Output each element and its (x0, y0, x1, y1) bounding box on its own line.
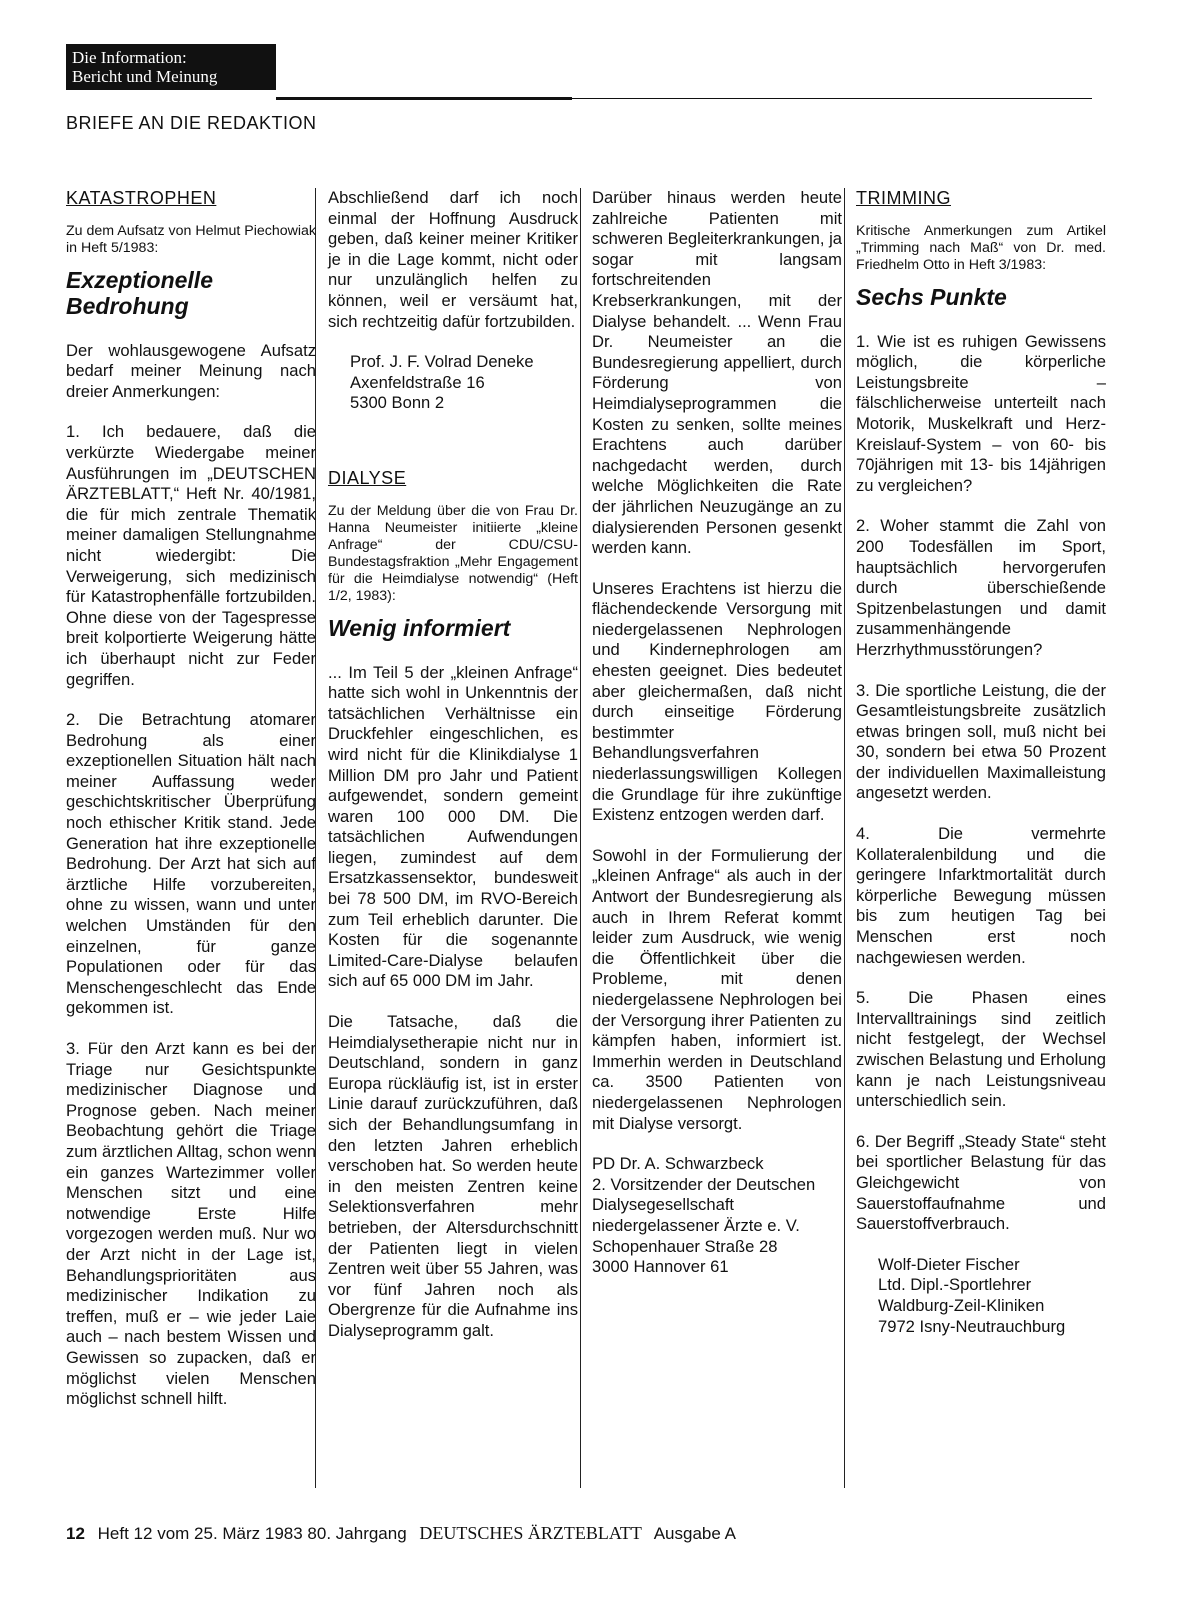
letter-paragraph: Unseres Erachtens ist hierzu die flächendeckende Versorgung mit niedergelassenen Nephrologen und Kindernephrologen am ehesten geeignet. Dies bedeutet aber gleichermaßen, daß nicht durch einseitige Förderung bestimmter Behandlungsverfahren niederlassungswilligen Kollegen die Grundlage für ihre zukünftige Existenz entzogen werden darf. (592, 578, 842, 825)
letter-signature (592, 1154, 842, 1278)
signature-line: 5300 Bonn 2 (350, 393, 445, 413)
column-divider (580, 188, 581, 1488)
column-3 (592, 188, 842, 1298)
letter-headline: Wenig informiert (328, 614, 511, 641)
section-label-line1: Die Information: (72, 48, 187, 67)
letter-intro: Zu der Meldung über die von Frau Dr. Hanna Neumeister initiierte „kleine Anfrage“ der CDU/CSU-Bundestagsfraktion „Mehr Engagement für die Heimdialyse notwendig“ (Heft 1/2, 1983): (328, 502, 578, 604)
letter-paragraph: Der wohlausgewogene Aufsatz bedarf meiner Meinung nach dreier Anmerkungen: (66, 340, 316, 401)
header-rule-thin (572, 98, 1092, 99)
page-number: 12 (66, 1524, 85, 1543)
letter-paragraph: 1. Ich bedauere, daß die verkürzte Wiedergabe meiner Ausführungen im „DEUTSCHEN ÄRZTEBLATT,“ Heft Nr. 40/1981, die für mich zentrale Thematik meiner damaligen Stellungnahme nicht wiedergibt: Die Verweigerung, sich medizinisch für Katastrophenfälle fortzubilden. Ohne diese von der Tagespresse breit kolportierte Weigerung hätte ich überhaupt nicht zur Feder gegriffen. (66, 422, 316, 689)
signature-line: Wolf-Dieter Fischer (878, 1254, 1020, 1274)
letter-signature (856, 1255, 1106, 1337)
header-rule-thick (276, 97, 572, 100)
letter-paragraph: 2. Die Betrachtung atomarer Bedrohung als einer exzeptionellen Situation hält nach meiner Auffassung weder geschichtskritischer Überprüfung noch ethischer Kritik stand. Jede Generation hat ihre exzeptionelle Bedrohung. Der Arzt hat sich auf ärztliche Hilfe vorzubereiten, ohne zu wissen, wann und unter welchen Umständen für den einzelnen, für ganze Populationen oder für das Menschengeschlecht das Ende gekommen ist. (66, 710, 316, 1018)
letter-headline: Sechs Punkte (856, 283, 1007, 310)
column-divider (844, 188, 845, 1488)
letter-signature (328, 352, 578, 414)
section-title: BRIEFE AN DIE REDAKTION (66, 113, 317, 133)
letter-intro: Zu dem Aufsatz von Helmut Piechowiak in Heft 5/1983: (66, 222, 316, 256)
signature-line: Axenfeldstraße 16 (350, 372, 485, 392)
signature-line: Prof. J. F. Volrad Deneke (350, 352, 534, 372)
signature-line: Waldburg-Zeil-Kliniken (878, 1295, 1045, 1315)
signature-line: 3000 Hannover 61 (592, 1257, 729, 1277)
section-label-line2: Bericht und Meinung (72, 67, 218, 86)
rubric-dialyse: DIALYSE (328, 467, 407, 488)
letter-paragraph: Darüber hinaus werden heute zahlreiche Patienten mit schweren Begleiterkrankungen, ja sogar mit langsam fortschreitenden Krebserkrankungen, mit der Dialyse behandelt. ... Wenn Frau Dr. Neumeister an die Bundesregierung appelliert, durch Förderung von Heimdialyseprogrammen die Kosten zu senken, sollte meines Erachtens auch darüber nachgedacht werden, durch welche Möglichkeiten die Rate der jährlichen Neuzugänge an zu dialysierenden Personen gesenkt werden kann. (592, 188, 842, 558)
publication-name: DEUTSCHES ÄRZTEBLATT (419, 1523, 642, 1543)
letter-paragraph: 5. Die Phasen eines Intervalltrainings sind zeitlich nicht festgelegt, der Wechsel zwischen Belastung und Erholung kann je nach Leistungsniveau unterschiedlich sein. (856, 988, 1106, 1111)
signature-line: Schopenhauer Straße 28 (592, 1236, 778, 1256)
column-1 (66, 188, 316, 1430)
signature-line: 7972 Isny-Neutrauchburg (878, 1316, 1066, 1336)
letter-paragraph: 1. Wie ist es ruhigen Gewissens möglich, die körperliche Leistungsbreite – fälschlicherweise unterteilt nach Motorik, Muskelkraft und Herz-Kreislauf-System – von 60- bis 70jährigen mit 13- bis 14jährigen zu vergleichen? (856, 331, 1106, 495)
letter-paragraph: 4. Die vermehrte Kollateralenbildung und die geringere Infarktmortalität durch körperliche Bewegung müssen bis zum heutigen Tag bei Menschen erst noch nachgewiesen werden. (856, 824, 1106, 967)
letter-paragraph: 2. Woher stammt die Zahl von 200 Todesfällen im Sport, hauptsächlich hervorgerufen durch überschießende Spitzenbelastungen und damit zusammenhängende Herzrhythmusstörungen? (856, 516, 1106, 659)
rubric-katastrophen: KATASTROPHEN (66, 188, 217, 208)
rubric-trimming: TRIMMING (856, 188, 951, 208)
letter-paragraph: 6. Der Begriff „Steady State“ steht bei sportlicher Belastung für das Gleichgewicht von Sauerstoffaufnahme und Sauerstoffverbrauch. (856, 1131, 1106, 1234)
issue-info: Heft 12 vom 25. März 1983 80. Jahrgang (97, 1524, 407, 1543)
column-4 (856, 188, 1106, 1357)
letter-paragraph: Abschließend darf ich noch einmal der Hoffnung Ausdruck geben, daß keiner meiner Kritiker je in die Lage kommt, nicht oder nur unzulänglich helfen zu können, weil er versäumt hat, sich rechtzeitig dafür fortzubilden. (328, 188, 578, 331)
page-footer (66, 1523, 736, 1544)
edition-label: Ausgabe A (653, 1524, 736, 1543)
letter-headline: Exzeptionelle Bedrohung (66, 266, 213, 319)
signature-line: 2. Vorsitzender der Deutschen Dialysegesellschaft niedergelassener Ärzte e. V. (592, 1174, 816, 1235)
signature-line: Ltd. Dipl.-Sportlehrer (878, 1275, 1032, 1295)
column-2 (328, 188, 578, 1362)
letter-paragraph: 3. Die sportliche Leistung, die der Gesamtleistungsbreite zusätzlich etwas bringen soll, muß nicht bei 30, sondern bei etwa 50 Prozent der individuellen Maximalleistung angesetzt werden. (856, 680, 1106, 803)
letter-paragraph: 3. Für den Arzt kann es bei der Triage nur Gesichtspunkte medizinischer Diagnose und Prognose geben. Nach meiner Beobachtung gehört die Triage zum ärztlichen Alltag, schon wenn ein ganzes Wartezimmer voller Menschen sitzt und eine notwendige Erste Hilfe vorgezogen werden muß. Nur wo der Arzt nicht in der Lage ist, Behandlungsprioritäten aus medizinischer Indikation zu treffen, muß er – wie jeder Laie auch – nach bestem Wissen und Gewissen so zupacken, daß er möglichst vielen Menschen möglichst schnell hilft. (66, 1039, 316, 1409)
section-label-box (66, 44, 276, 90)
signature-line: PD Dr. A. Schwarzbeck (592, 1154, 764, 1174)
letter-paragraph: Sowohl in der Formulierung der „kleinen Anfrage“ als auch in der Antwort der Bundesregierung als auch in Ihrem Referat kommt leider zum Ausdruck, wie wenig die Öffentlichkeit über die Probleme, mit denen niedergelassene Nephrologen bei der Versorgung ihrer Patienten zu kämpfen haben, informiert ist. Immerhin werden in Deutschland ca. 3500 Patienten von niedergelassenen Nephrologen mit Dialyse versorgt. (592, 845, 842, 1133)
letter-paragraph: Die Tatsache, daß die Heimdialysetherapie nicht nur in Deutschland, sondern in ganz Europa rückläufig ist, ist in erster Linie darauf zurückzuführen, daß sich der Behandlungsumfang in den letzten Jahren erheblich verschoben hat. So werden heute in den meisten Zentren keine Selektionsverfahren mehr betrieben, der Altersdurchschnitt der Patienten liegt in vielen Zentren weit über 55 Jahren, was vor fünf Jahren noch als Obergrenze für die Aufnahme ins Dialyseprogramm galt. (328, 1012, 578, 1340)
letter-paragraph: ... Im Teil 5 der „kleinen Anfrage“ hatte sich wohl in Unkenntnis der tatsächlichen Verhältnisse ein Druckfehler eingeschlichen, es wird nicht für die Klinikdialyse 1 Million DM pro Jahr und Patient aufgewendet, sondern gemeint waren 100 000 DM. Die tatsächlichen Aufwendungen liegen, zumindest auf dem Ersatzkassensektor, bundesweit bei 78 500 DM, im RVO-Bereich zum Teil erheblich darunter. Die Kosten für die sogenannte Limited-Care-Dialyse belaufen sich auf 65 000 DM im Jahr. (328, 662, 578, 991)
letter-intro: Kritische Anmerkungen zum Artikel „Trimming nach Maß“ von Dr. med. Friedhelm Otto in Heft 3/1983: (856, 222, 1106, 273)
